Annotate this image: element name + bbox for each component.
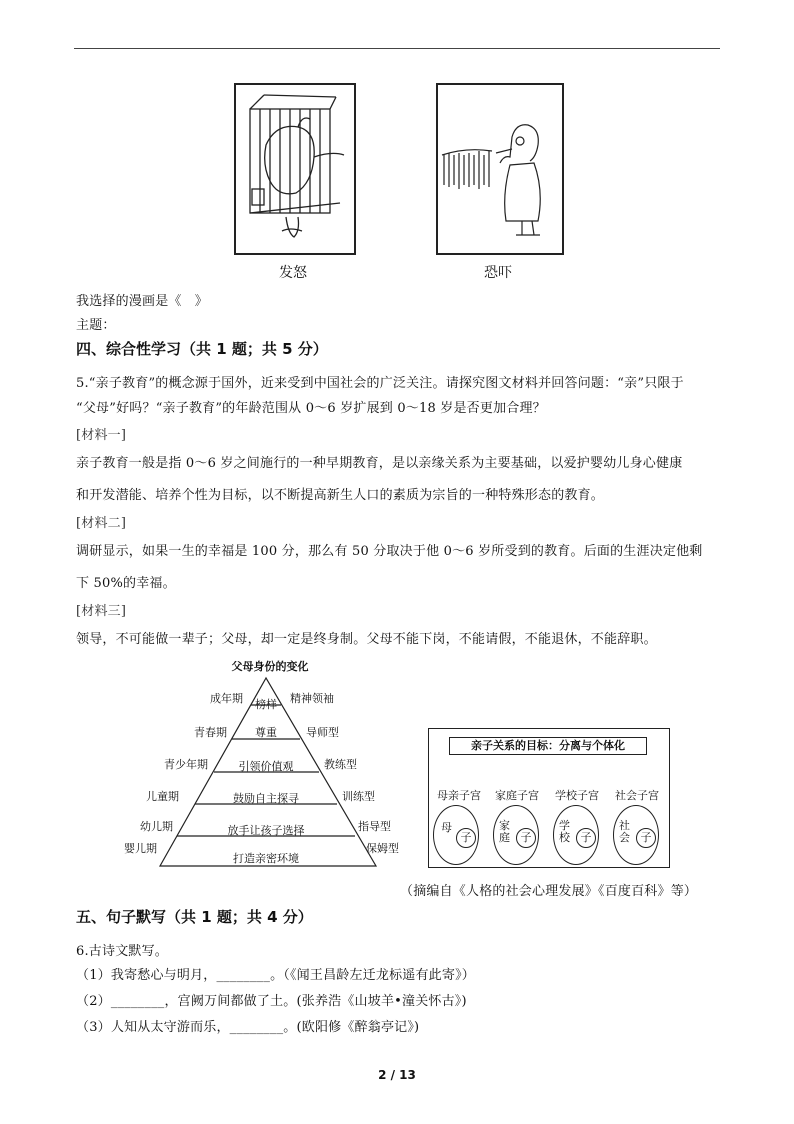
material-1-line-2: 和开发潜能、培养个性为目标，以不断提高新生人口的素质为宗旨的一种特殊形态的教育。 — [76, 488, 605, 503]
caged-animal-cartoon-icon — [236, 85, 354, 253]
goal-diagram-title: 亲子关系的目标：分离与个体化 — [449, 737, 647, 755]
goal-outer-circle-4 — [613, 805, 659, 865]
q6-item-3: （3）人知从太守游而乐，________。(欧阳修《醉翁亭记》) — [76, 1020, 420, 1035]
goal-outer-circle-3 — [553, 805, 599, 865]
cartoon-threat — [436, 83, 564, 255]
material-2-label: [材料二] — [76, 516, 127, 531]
material-1-label: [材料一] — [76, 428, 127, 443]
goal-label-4: 社会子宫 — [615, 789, 659, 802]
pyramid-content-4: 鼓励自主探寻 — [233, 792, 299, 805]
header-rule — [74, 48, 720, 49]
pyramid-role-4: 训练型 — [342, 790, 375, 803]
cartoon-anger — [234, 83, 356, 255]
parent-role-pyramid — [120, 656, 420, 872]
section-5-heading: 五、句子默写（共 1 题；共 4 分） — [76, 908, 313, 926]
pyramid-content-2: 尊重 — [255, 726, 277, 739]
cartoon-caption-threat: 恐吓 — [484, 265, 512, 281]
pyramid-stage-5: 幼儿期 — [140, 820, 173, 833]
goal-inner-circle-3: 子 — [576, 828, 596, 848]
page-number: 2 / 13 — [378, 1068, 416, 1082]
goal-label-2: 家庭子宫 — [495, 789, 539, 802]
source-note: （摘编自《人格的社会心理发展》《百度百科》等） — [400, 884, 698, 899]
material-3-line-1: 领导，不可能做一辈子；父母，却一定是终身制。父母不能下岗，不能请假，不能退休，不能辞职。 — [76, 632, 657, 647]
goal-outer-text-1: 母 — [441, 821, 452, 834]
theme-line: 主题： — [76, 318, 116, 333]
goal-inner-circle-2: 子 — [516, 828, 536, 848]
material-1-line-1: 亲子教育一般是指 0～6 岁之间施行的一种早期教育，是以亲缘关系为主要基础，以爱护婴幼儿身心健康 — [76, 456, 683, 471]
goal-outer-text-2: 家庭 — [499, 819, 510, 844]
goal-outer-text-4: 社会 — [619, 819, 630, 844]
pyramid-content-6: 打造亲密环境 — [233, 852, 299, 865]
pyramid-role-2: 导师型 — [306, 726, 339, 739]
goal-inner-circle-4: 子 — [636, 828, 656, 848]
pyramid-content-5: 放手让孩子选择 — [227, 824, 305, 837]
crowd-and-figure-cartoon-icon — [438, 85, 562, 253]
pyramid-stage-4: 儿童期 — [146, 790, 179, 803]
q6-item-1: （1）我寄愁心与明月，________。（《闻王昌龄左迁龙标遥有此寄》） — [76, 968, 475, 983]
pyramid-role-3: 教练型 — [324, 758, 357, 771]
pyramid-role-6: 保姆型 — [366, 842, 399, 855]
q5-stem-line-1: 5.“亲子教育”的概念源于国外，近来受到中国社会的广泛关注。请探究图文材料并回答问题：“亲”只限于 — [76, 376, 684, 391]
pyramid-stage-2: 青春期 — [194, 726, 227, 739]
goal-outer-circle-2 — [493, 805, 539, 865]
material-3-label: [材料三] — [76, 604, 127, 619]
goal-outer-text-3: 学校 — [559, 819, 570, 844]
material-2-line-2: 下 50%的幸福。 — [76, 576, 176, 591]
pyramid-title: 父母身份的变化 — [231, 660, 309, 673]
cartoon-choice-line: 我选择的漫画是《 》 — [76, 294, 209, 309]
pyramid-role-5: 指导型 — [358, 820, 391, 833]
pyramid-stage-3: 青少年期 — [164, 758, 208, 771]
goal-label-1: 母亲子宫 — [437, 789, 481, 802]
pyramid-stage-6: 婴儿期 — [124, 842, 157, 855]
pyramid-role-1: 精神领袖 — [290, 692, 334, 705]
q6-item-2: （2）________，宫阙万间都做了土。(张养浩《山坡羊•潼关怀古》) — [76, 994, 467, 1009]
q5-stem-line-2: “父母”好吗？“亲子教育”的年龄范围从 0～6 岁扩展到 0～18 岁是否更加合理？ — [76, 401, 546, 416]
goal-outer-circle-1 — [433, 805, 479, 865]
pyramid-stage-1: 成年期 — [210, 692, 243, 705]
cartoon-caption-anger: 发怒 — [279, 265, 307, 281]
parent-child-goal-diagram — [428, 728, 670, 868]
pyramid-content-3: 引领价值观 — [238, 760, 294, 773]
goal-label-3: 学校子宫 — [555, 789, 599, 802]
pyramid-content-1: 榜样 — [255, 698, 277, 711]
section-4-heading: 四、综合性学习（共 1 题；共 5 分） — [76, 340, 328, 358]
goal-inner-circle-1: 子 — [456, 828, 476, 848]
q6-stem: 6.古诗文默写。 — [76, 944, 169, 959]
material-2-line-1: 调研显示，如果一生的幸福是 100 分，那么有 50 分取决于他 0～6 岁所受到的教育。后面的生涯决定他剩 — [76, 544, 703, 559]
